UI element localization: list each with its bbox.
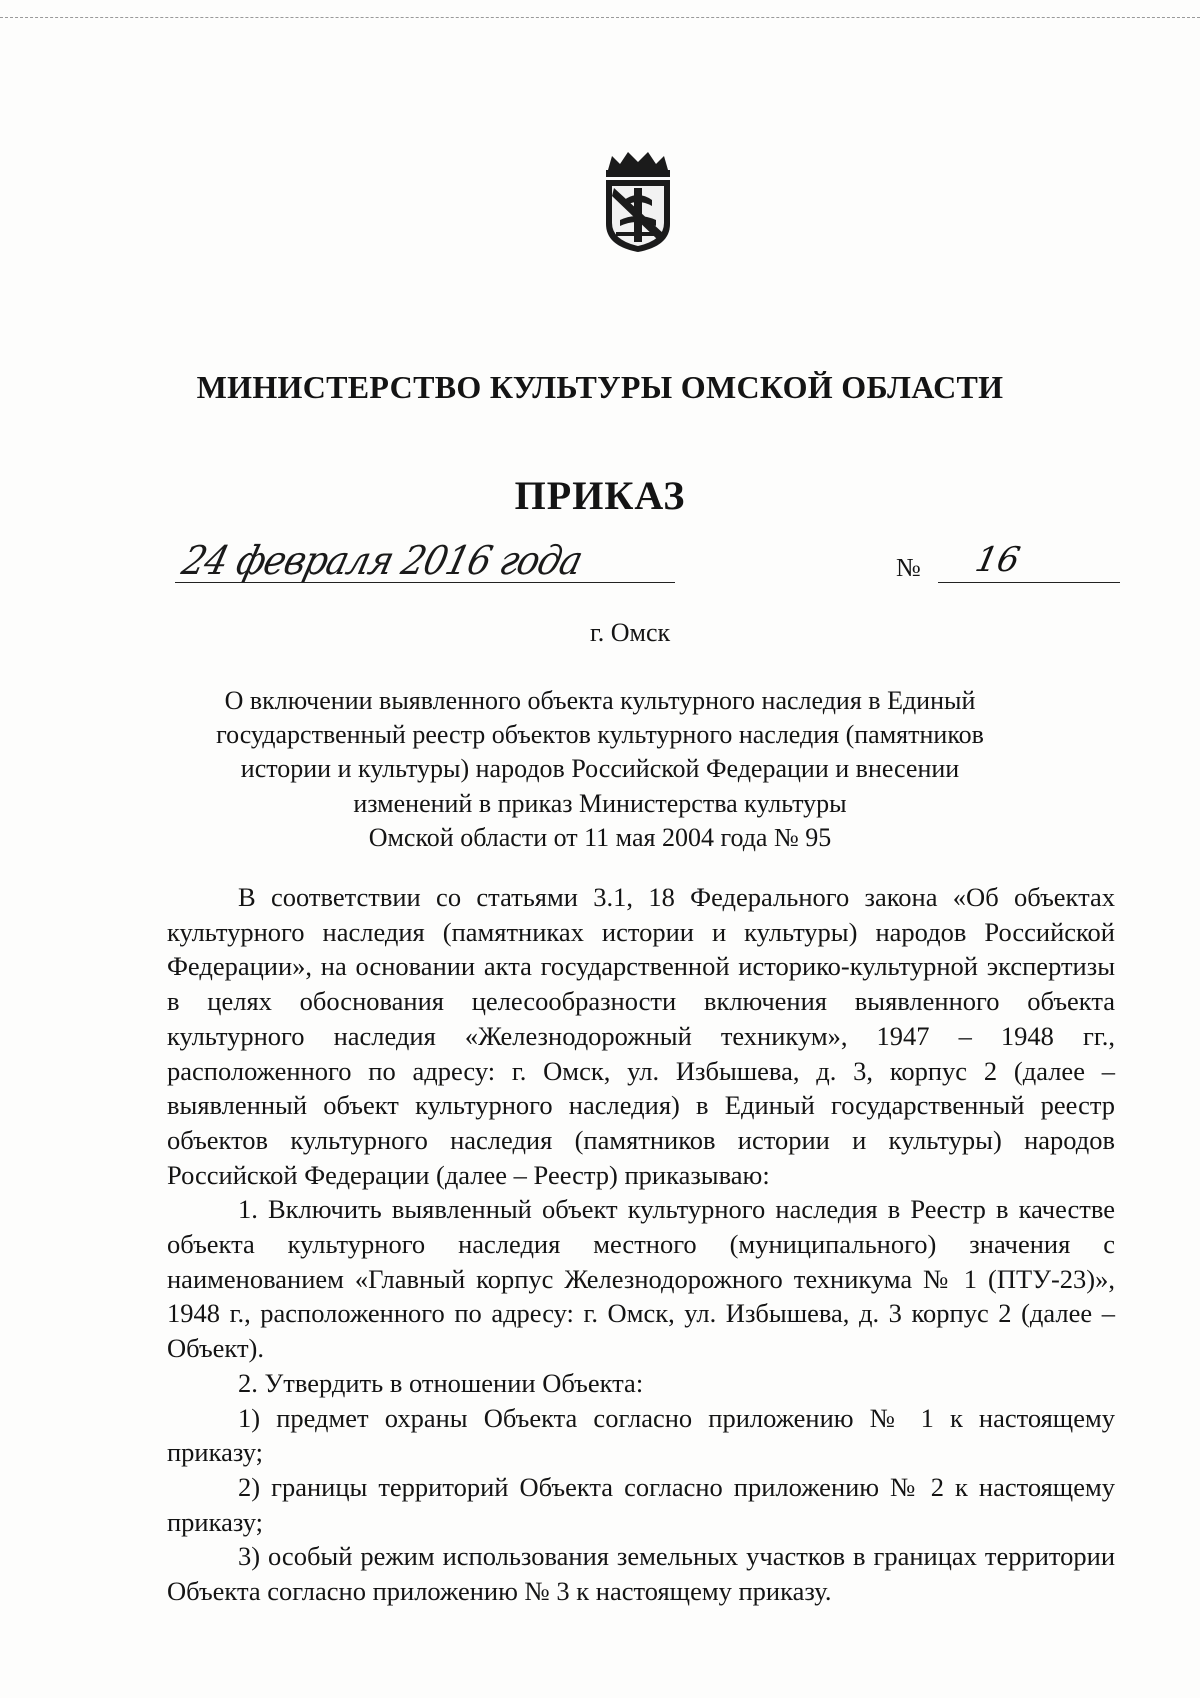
item-1-paragraph: 1. Включить выявленный объект культурного наследия в Реестр в качестве объекта культурного наследия местного (муниципального) значения с наименованием «Главный корпус Железнодорожного техникума № 1 (ПТУ-23)», 1948 г., расположенного по адресу: г. Омск, ул. Избышева, д. 3 корпус 2 (далее – Объект). xyxy=(167,1194,1115,1364)
handwritten-date: 24 февраля 2016 года xyxy=(177,538,587,584)
subject-line: истории и культуры) народов Российской Федерации и внесении xyxy=(240,754,960,784)
subject-line: государственный реестр объектов культурного наследия (памятников xyxy=(216,720,984,750)
handwritten-order-number: 16 xyxy=(971,540,1024,580)
order-body xyxy=(167,880,1115,1609)
date-field xyxy=(175,536,695,606)
order-subject xyxy=(150,684,1050,855)
number-sign: № xyxy=(896,553,921,582)
subject-line: О включении выявленного объекта культурного наследия в Единый xyxy=(224,686,976,715)
scan-edge-line xyxy=(0,17,1200,18)
subject-line: Омской области от 11 мая 2004 года № 95 xyxy=(368,822,832,852)
order-number-field xyxy=(896,540,1121,590)
ministry-name: МИНИСТЕРСТВО КУЛЬТУРЫ ОМСКОЙ ОБЛАСТИ xyxy=(196,369,1004,405)
city-label: г. Омск xyxy=(590,618,671,647)
subitem-1-paragraph: 1) предмет охраны Объекта согласно приложению № 1 к настоящему приказу; xyxy=(167,1402,1115,1468)
document-type-title: ПРИКАЗ xyxy=(514,473,686,518)
date-underline xyxy=(175,582,675,583)
item-2-paragraph: 2. Утвердить в отношении Объекта: xyxy=(238,1367,644,1398)
omsk-region-coat-of-arms-icon xyxy=(598,148,678,254)
subitem-3-paragraph: 3) особый режим использования земельных участков в границах территории Объекта согласно приложению № 3 к настоящему приказу. xyxy=(167,1541,1115,1607)
number-underline xyxy=(938,582,1120,583)
subject-line: изменений в приказ Министерства культуры xyxy=(353,788,847,818)
subitem-2-paragraph: 2) границы территорий Объекта согласно приложению № 2 к настоящему приказу; xyxy=(167,1471,1115,1537)
preamble-paragraph: В соответствии со статьями 3.1, 18 Федерального закона «Об объектах культурного наследия (памятниках истории и культуры) народов Российской Федерации», на основании акта государственной историко-культурной экспертизы в целях обоснования целесообразности включения выявленного объекта культурного наследия «Железнодорожный техникум», 1947 – 1948 гг., расположенного по адресу: г. Омск, ул. Избышева, д. 3, корпус 2 (далее – выявленный объект культурного наследия) в Единый государственный реестр объектов культурного наследия (памятников истории и культуры) народов Российской Федерации (далее – Реестр) приказываю: xyxy=(167,882,1115,1190)
